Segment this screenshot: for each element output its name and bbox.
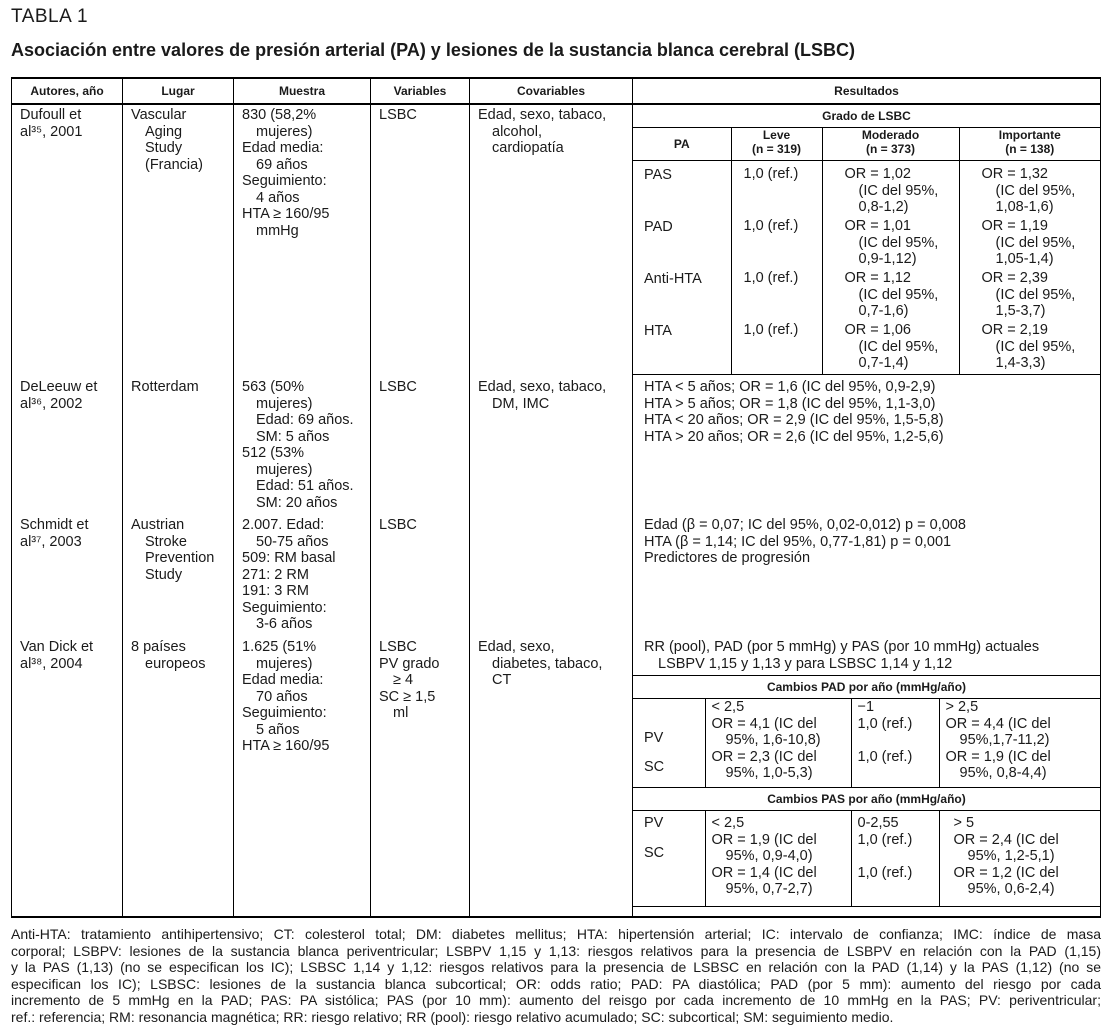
lugar-line: Rotterdam [131,379,199,395]
autores-line: al³⁵, 2001 [20,123,83,140]
pa-cell: PAS PAD Anti-HTA HTA [633,161,731,375]
grado-lsbc-table [633,105,1100,375]
col-header-lugar: Lugar [123,78,234,104]
cell-variables: LSBC PV grado ≥ 4 SC ≥ 1,5 ml [371,637,470,917]
lugar-line: Aging [145,123,183,140]
muestra-line: mujeres) [256,123,313,140]
muestra-line: mmHg [256,222,299,239]
pas-labels: PV SC [633,811,705,907]
cell-autores [12,104,123,377]
pad-gt-cell: > 2,5 OR = 4,4 (IC del 95%,1,7-11,2) OR = 1,9 (IC del 95%, 0,8-4,4) [939,699,1100,788]
muestra-line: 830 (58,2% [242,107,317,123]
cell-covariables [470,104,633,377]
muestra-line: Seguimiento: [242,173,327,189]
table-label: TABLA 1 [11,6,89,27]
footnote-line: especifican los IC); LSBSC: lesiones de la sustancia blanca subcortical; OR: odds ratio; PAD: PA diastólica; PAD (por 5 mm): aumento del riesgo por cada [11,975,1101,992]
table-row [12,637,1101,917]
cell-variables: LSBC [371,377,470,515]
autores-line: Dufoull et [20,107,82,123]
lugar-line: Vascular [131,107,187,123]
table-footnote [11,926,1101,1025]
cell-lugar: 8 países europeos [123,637,234,917]
cell-covariables [470,515,633,637]
footnote-line: corporal; LSBPV: lesiones de la sustancia blanca periventricular; LSBPV 1,15 y 1,13: riesgos relativos para la presencia de LSBPV en relación con la PAD (1,15) [11,942,1101,959]
table-row [12,377,1101,515]
cell-variables: LSBC [371,515,470,637]
cell-muestra [234,104,371,377]
cell-lugar: Austrian Stroke Prevention Study [123,515,234,637]
importante-cell: OR = 1,32 (IC del 95%, 1,08-1,6) OR = 1,19 (IC del 95%, 1,05-1,4) OR = 2,39 (IC del 95%, 1,5-3,7) OR = 2,19 (IC del 95%, 1,4-3,3) [959,161,1100,375]
cell-resultados: HTA < 5 años; OR = 1,6 (IC del 95%, 0,9-2,9) HTA > 5 años; OR = 1,8 (IC del 95%, 1,1-3,0) HTA < 20 años; OR = 2,9 (IC del 95%, 1,5-5,8) HTA > 20 años; OR = 2,6 (IC del 95%, 1,2-5,6) [633,377,1101,515]
pad-labels: PV SC [633,699,705,788]
cambios-pas-title: Cambios PAS por año (mmHg/año) [633,788,1100,811]
cell-lugar [123,104,234,377]
lugar-line: (Francia) [145,156,204,173]
covariables-line: Edad, sexo, tabaco, [478,107,607,123]
table-row [12,515,1101,637]
rr-pool-line: LSBPV 1,15 y 1,13 y para LSBSC 1,14 y 1,12 [658,655,953,672]
footnote-line: Anti-HTA: tratamiento antihipertensivo; CT: colesterol total; DM: diabetes mellitus; HTA: hipertensión arterial; IC: intervalo de confianza; IMC: índice de masa [11,926,1101,942]
cell-muestra: 2.007. Edad: 50-75 años 509: RM basal 271: 2 RM 191: 3 RM Seguimiento: 3-6 años [234,515,371,637]
footnote-line: y la PAS (1,13) (no se especifican los IC); LSBSC 1,14 y 1,12: riesgos relativos para la presencia de LSBSC en relación con la PAD (1,14) y la PAS (1,12) (no se [11,959,1101,975]
pad-lt-cell: < 2,5 OR = 4,1 (IC del 95%, 1,6-10,8) OR = 2,3 (IC del 95%, 1,0-5,3) [705,699,851,788]
results-table [11,77,1101,918]
muestra-line: Edad media: [242,140,324,156]
covariables-line: alcohol, [492,123,542,140]
col-header-autores: Autores, año [12,78,123,104]
muestra-line: 69 años [256,156,308,173]
cell-lugar [123,377,234,515]
leve-cell: 1,0 (ref.) 1,0 (ref.) 1,0 (ref.) 1,0 (ref.) [731,161,822,375]
table-title: Asociación entre valores de presión arterial (PA) y lesiones de la sustancia blanca cerebral (LSBC) [11,40,855,60]
col-header-variables: Variables [371,78,470,104]
moderado-col-header: Moderado (n = 373) [822,128,959,161]
cell-covariables: Edad, sexo, tabaco, DM, IMC [470,377,633,515]
grado-lsbc-title: Grado de LSBC [633,105,1100,128]
rr-pool-line: RR (pool), PAD (por 5 mmHg) y PAS (por 10 mmHg) actuales [644,639,1040,655]
cambios-pad-table [633,675,1100,907]
pa-col-header: PA [633,128,731,161]
covariables-line: cardiopatía [492,140,564,156]
footnote-line: incremento de 5 mmHg en la PAD; PAS: PA sistólica; PAS (por 10 mm): aumento del reisgo por cada incremento de 10 mmHg en la PAS; PV: periventricular; [11,992,1101,1008]
col-header-covariables: Covariables [470,78,633,104]
cell-muestra: 1.625 (51% mujeres) Edad media: 70 años Seguimiento: 5 años HTA ≥ 160/95 [234,637,371,917]
cell-resultados: Edad (β = 0,07; IC del 95%, 0,02-0,012) p = 0,008 HTA (β = 1,14; IC del 95%, 0,77-1,81) p = 0,001 Predictores de progresión [633,515,1101,637]
pad-ref-cell: −1 1,0 (ref.) 1,0 (ref.) [851,699,939,788]
leve-col-header: Leve (n = 319) [731,128,822,161]
col-header-muestra: Muestra [234,78,371,104]
autores-line: al³⁶, 2002 [20,395,83,412]
autores-line: DeLeeuw et [20,379,98,395]
pas-lt-cell: < 2,5 OR = 1,9 (IC del 95%, 0,9-4,0) OR = 1,4 (IC del 95%, 0,7-2,7) [705,811,851,907]
header-row [12,78,1101,104]
cell-resultados [633,637,1101,917]
importante-col-header: Importante (n = 138) [959,128,1100,161]
footnote-line: ref.: referencia; RM: resonancia magnética; RR: riesgo relativo; RR (pool): riesgo relativo acumulado; SC: subcortical; SM: seguimiento medio. [11,1008,894,1025]
pas-ref-cell: 0-2,55 1,0 (ref.) 1,0 (ref.) [851,811,939,907]
cell-resultados [633,104,1101,377]
variables-line: LSBC [379,107,417,123]
cell-covariables: Edad, sexo, diabetes, tabaco, CT [470,637,633,917]
lugar-line: Study [145,140,183,156]
cell-muestra: 563 (50% mujeres) Edad: 69 años. SM: 5 años 512 (53% mujeres) Edad: 51 años. SM: 20 años [234,377,371,515]
cell-autores [12,377,123,515]
table-row [12,104,1101,377]
cambios-pad-title: Cambios PAD por año (mmHg/año) [633,676,1100,699]
cell-autores: Schmidt et al³⁷, 2003 [12,515,123,637]
muestra-line: HTA ≥ 160/95 [242,206,330,222]
cell-variables [371,104,470,377]
muestra-line: 4 años [256,189,300,206]
pas-gt-cell: > 5 OR = 2,4 (IC del 95%, 1,2-5,1) OR = 1,2 (IC del 95%, 0,6-2,4) [939,811,1100,907]
moderado-cell: OR = 1,02 (IC del 95%, 0,8-1,2) OR = 1,01 (IC del 95%, 0,9-1,12) OR = 1,12 (IC del 95%, 0,7-1,6) OR = 1,06 (IC del 95%, 0,7-1,4) [822,161,959,375]
col-header-resultados: Resultados [633,78,1101,104]
cell-autores: Van Dick et al³⁸, 2004 [12,637,123,917]
